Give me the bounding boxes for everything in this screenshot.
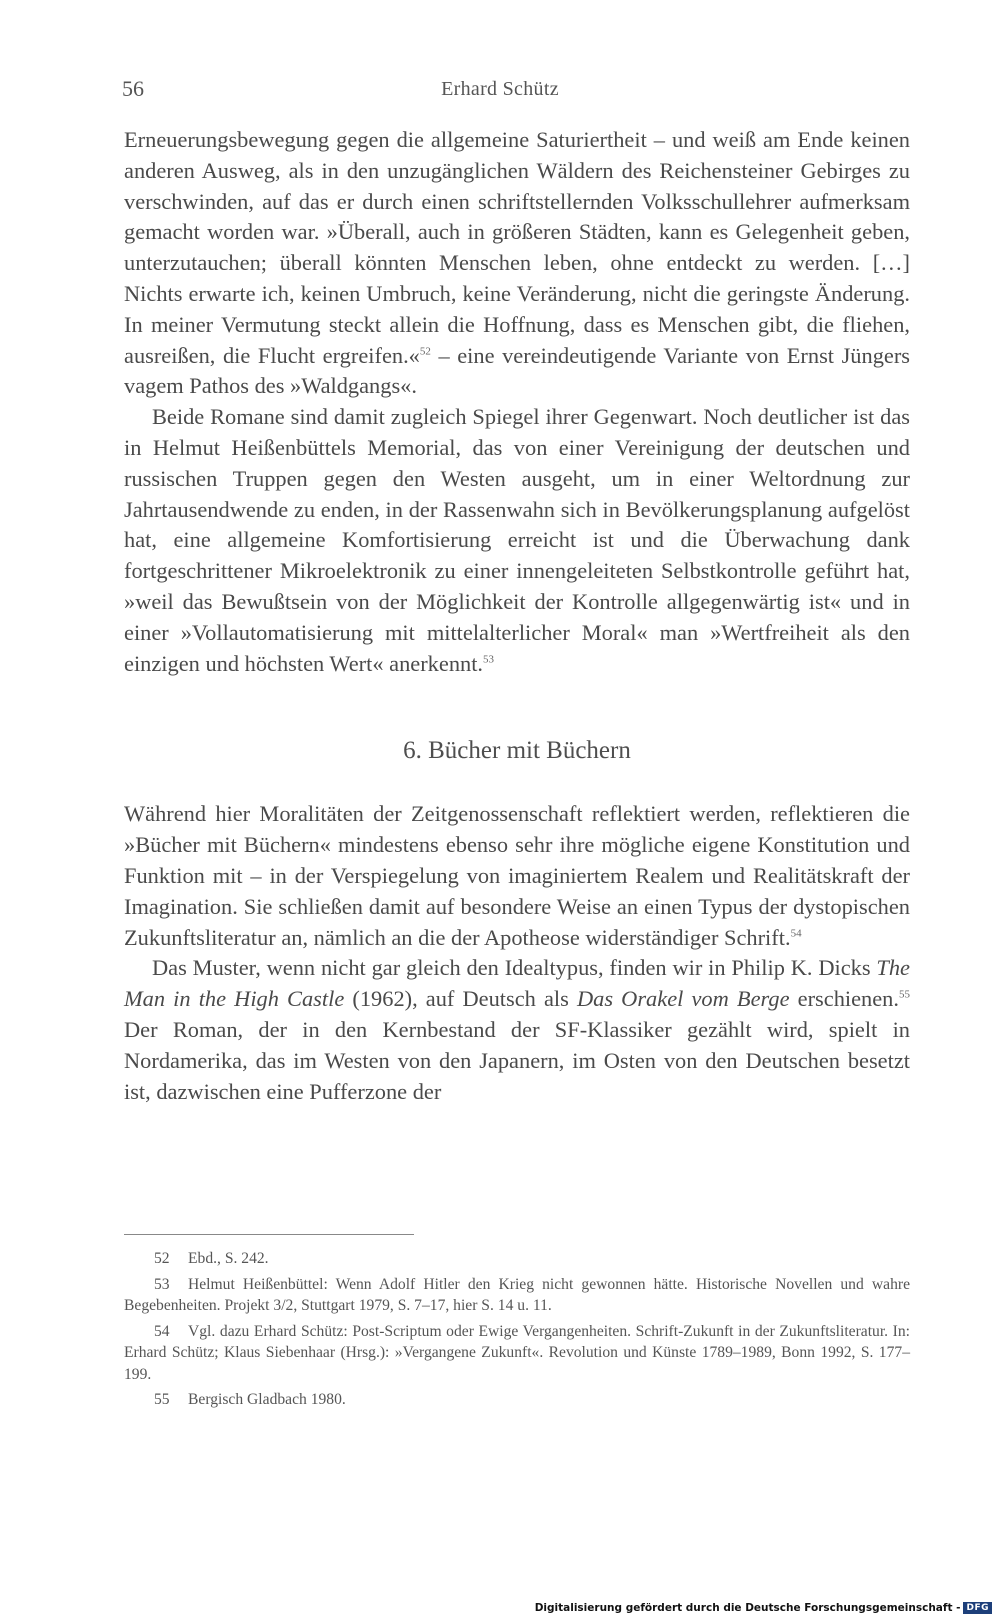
paragraph-3 [124,799,910,953]
funding-notice-text: Digitalisierung gefördert durch die Deutsche Forschungsgemeinschaft - [534,1602,961,1614]
paragraph-4 [124,953,910,1107]
paragraph-text: Das Muster, wenn nicht gar gleich den Idealtypus, finden wir in Philip K. Dicks [152,955,877,981]
footnote-number: 52 [154,1250,170,1267]
book-title-english: The Man in the High Castle [124,955,910,1012]
footnote-number: 53 [154,1275,170,1293]
paragraph-text: Erneuerungsbewegung gegen die allgemeine Saturiertheit – und weiß am Ende keinen anderen Ausweg, als in den unzugänglichen Wäldern des Reichensteiner Gebirges zu verschwinden, auf das er durch einen schriftstellernden Volksschullehrer aufmerksam gemacht worden war. »Überall, auch in größeren Städten, kann es Gelegenheit geben, unterzutauchen; überall könnten Menschen leben, ohne entdeckt zu werden. […] Nichts erwarte ich, keinen Umbruch, keine Veränderung, nicht die geringste Änderung. In meiner Vermutung steckt allein die Hoffnung, dass es Menschen gibt, die fliehen, ausreißen, die Flucht ergreifen.« [124,127,910,368]
paragraph-text: (1962), auf Deutsch als [344,986,577,1012]
main-text [124,125,910,1107]
footnote-number: 55 [154,1391,170,1408]
paragraph-2 [124,402,910,679]
paragraph-text: Während hier Moralitäten der Zeitgenossenschaft reflektiert werden, reflektieren die »Bücher mit Büchern« mindestens ebenso sehr ihre mögliche eigene Konstitution und Funktion mit – in der Verspiegelung von imaginiertem Realem und Realitätskraft der Imagination. Sie schließen damit auf besondere Weise an einen Typus der dystopischen Zukunftsliteratur an, nämlich an die der Apotheose widerständiger Schrift. [124,801,910,950]
footnote-55 [124,1389,910,1411]
footnote-reference-52[interactable]: 52 [419,345,431,358]
running-head: Erhard Schütz [441,78,559,100]
book-title-german: Das Orakel vom Berge [576,986,790,1012]
footnote-divider [124,1234,414,1235]
footnote-reference-55[interactable]: 55 [898,988,910,1001]
footnote-reference-54[interactable]: 54 [790,927,802,940]
footnote-text: Ebd., S. 242. [188,1250,269,1267]
footnote-number: 54 [154,1322,170,1340]
paragraph-text: – eine vereindeutigende Variante von Ernst Jüngers vagem Pathos des »Waldgangs«. [124,342,910,399]
dfg-logo: DFG [963,1602,992,1614]
paragraph-text: erschienen. [789,986,899,1012]
footnote-text: Vgl. dazu Erhard Schütz: Post-Scriptum oder Ewige Vergangenheiten. Schrift-Zukunft in der Zukunftsliteratur. In: Erhard Schütz; Klaus Siebenhaar (Hrsg.): »Vergangene Zukunft«. Revolution und Künste 1789–1989, Bonn 1992, S. 177–199. [124,1322,910,1383]
section-heading: 6. Bücher mit Büchern [403,737,631,765]
paragraph-1 [124,125,910,402]
paragraph-text: Beide Romane sind damit zugleich Spiegel ihrer Gegenwart. Noch deutlicher ist das in Helmut Heißenbüttels Memorial, das von einer Vereinigung der deutschen und russischen Truppen gegen den Westen ausgeht, um in einer Weltordnung zur Jahrtausendwende zu enden, in der Rassenwahn sich in Bevölkerungsplanung aufgelöst hat, eine allgemeine Komfortisierung erreicht ist und die Überwachung dank fortgeschrittener Mikroelektronik zu einer innengeleiteten Selbstkontrolle geführt hat, »weil das Bewußtsein von der Möglichkeit der Kontrolle allgegenwärtig ist« und in einer »Vollautomatisierung mit mittelalterlicher Moral« man »Wertfreiheit als den einzigen und höchsten Wert« anerkennt. [124,404,910,676]
paragraph-text: Der Roman, der in den Kernbestand der SF-Klassiker gezählt wird, spielt in Nordamerika, das im Westen von den Japanern, im Osten von den Deutschen besetzt ist, dazwischen eine Pufferzone der [124,1016,910,1104]
footnote-52 [124,1248,910,1270]
footnote-text: Bergisch Gladbach 1980. [188,1391,346,1408]
page-number: 56 [122,76,144,101]
footnotes [124,1248,910,1415]
footnote-text: Helmut Heißenbüttel: Wenn Adolf Hitler den Krieg nicht gewonnen hätte. Historische Novellen und wahre Begebenheiten. Projekt 3/2, Stuttgart 1979, S. 7–17, hier S. 14 u. 11. [124,1275,910,1314]
footnote-54 [124,1321,910,1386]
funding-notice [535,1602,992,1614]
footnote-reference-53[interactable]: 53 [483,653,495,666]
footnote-53 [124,1274,910,1317]
